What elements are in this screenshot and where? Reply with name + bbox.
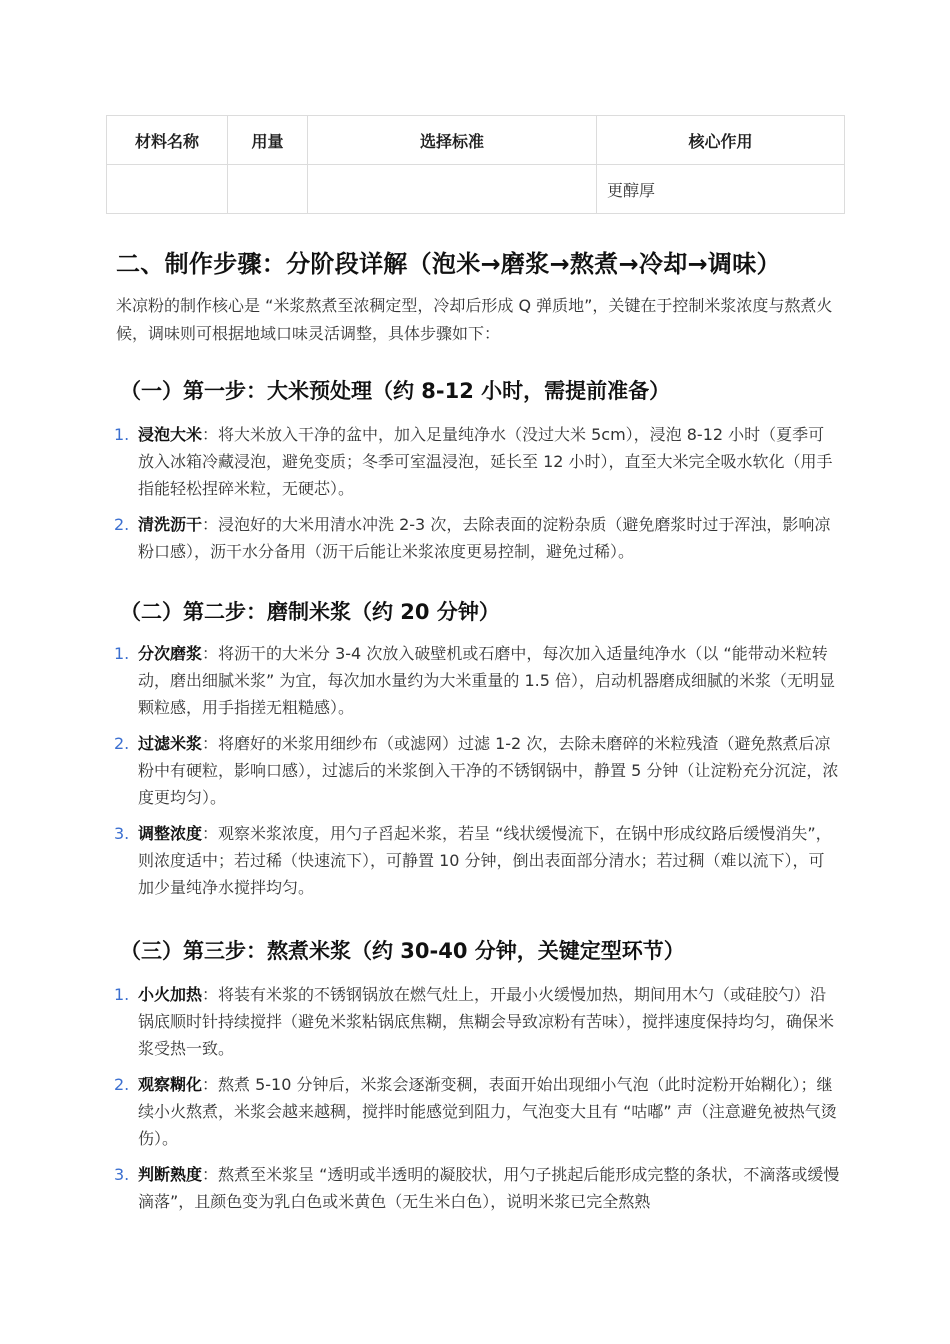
list-number: 1.: [114, 644, 130, 663]
table-header-cell: 核心作用: [597, 116, 845, 165]
item-lead: 小火加热: [138, 985, 203, 1004]
step-list: [112, 981, 840, 1224]
step-heading: （三）第三步：熬煮米浆（约 30-40 分钟，关键定型环节）: [120, 939, 685, 963]
item-text: ：观察米浆浓度，用勺子舀起米浆，若呈 “线状缓慢流下，在锅中形成纹路后缓慢消失”，则浓度适中；若过稀（快速流下），可静置 10 分钟，倒出表面部分清水；若过稠（难以流下），可加少量纯净水搅拌均匀。: [138, 824, 832, 897]
table-cell: [107, 165, 228, 214]
step-list: [112, 421, 840, 574]
item-text: ：将沥干的大米分 3-4 次放入破壁机或石磨中，每次加入适量纯净水（以 “能带动米粒转动，磨出细腻米浆” 为宜，每次加水量约为大米重量的 1.5 倍），启动机器磨成细腻的米浆（无明显颗粒感，用手指搓无粗糙感）。: [138, 644, 835, 717]
list-number: 3.: [114, 1165, 130, 1184]
list-item: [112, 421, 840, 502]
item-text: ：熬煮至米浆呈 “透明或半透明的凝胶状，用勺子挑起后能形成完整的条状，不滴落或缓慢滴落”，且颜色变为乳白色或米黄色（无生米白色），说明米浆已完全熬熟: [138, 1165, 840, 1211]
item-text: ：熬煮 5-10 分钟后，米浆会逐渐变稠，表面开始出现细小气泡（此时淀粉开始糊化）；继续小火熬煮，米浆会越来越稠，搅拌时能感觉到阻力，气泡变大且有 “咕嘟” 声（注意避免被热气烫伤）。: [138, 1075, 837, 1148]
list-item: [112, 730, 840, 811]
list-number: 2.: [114, 515, 130, 534]
item-text: ：将大米放入干净的盆中，加入足量纯净水（没过大米 5cm），浸泡 8-12 小时（夏季可放入冰箱冷藏浸泡，避免变质；冬季可室温浸泡，延长至 12 小时），直至大米完全吸水软化（用手指能轻松捏碎米粒，无硬芯）。: [138, 425, 833, 498]
list-item: [112, 511, 840, 565]
section-heading: 二、制作步骤：分阶段详解（泡米→磨浆→熬煮→冷却→调味）: [116, 250, 781, 278]
list-number: 1.: [114, 425, 130, 444]
item-lead: 判断熟度: [138, 1165, 203, 1184]
step-list: [112, 640, 840, 910]
list-number: 3.: [114, 824, 130, 843]
list-number: 2.: [114, 734, 130, 753]
list-item: [112, 1071, 840, 1152]
item-lead: 过滤米浆: [138, 734, 203, 753]
list-item: [112, 640, 840, 721]
list-item: [112, 820, 840, 901]
step-heading: （二）第二步：磨制米浆（约 20 分钟）: [120, 600, 500, 624]
item-lead: 调整浓度: [138, 824, 203, 843]
item-text: ：将磨好的米浆用细纱布（或滤网）过滤 1-2 次，去除未磨碎的米粒残渣（避免熬煮后凉粉中有硬粒，影响口感），过滤后的米浆倒入干净的不锈钢锅中，静置 5 分钟（让淀粉充分沉淀，浓度更均匀）。: [138, 734, 839, 807]
item-lead: 观察糊化: [138, 1075, 203, 1094]
table-row: [107, 165, 845, 214]
list-item: [112, 981, 840, 1062]
list-item: [112, 1161, 840, 1215]
table-header-cell: 材料名称: [107, 116, 228, 165]
item-text: ：将装有米浆的不锈钢锅放在燃气灶上，开最小火缓慢加热，期间用木勺（或硅胶勺）沿锅底顺时针持续搅拌（避免米浆粘锅底焦糊，焦糊会导致凉粉有苦味），搅拌速度保持均匀，确保米浆受热一致。: [138, 985, 835, 1058]
item-lead: 清洗沥干: [138, 515, 203, 534]
table-cell: [228, 165, 308, 214]
list-number: 2.: [114, 1075, 130, 1094]
section-intro: 米凉粉的制作核心是 “米浆熬煮至浓稠定型，冷却后形成 Q 弹质地”，关键在于控制米浆浓度与熬煮火候，调味则可根据地域口味灵活调整，具体步骤如下：: [116, 296, 833, 343]
materials-table: [106, 115, 845, 214]
table-header-cell: 用量: [228, 116, 308, 165]
table-header-cell: 选择标准: [308, 116, 597, 165]
list-number: 1.: [114, 985, 130, 1004]
item-text: ：浸泡好的大米用清水冲洗 2-3 次，去除表面的淀粉杂质（避免磨浆时过于浑浊，影响凉粉口感），沥干水分备用（沥干后能让米浆浓度更易控制，避免过稀）。: [138, 515, 831, 561]
item-lead: 浸泡大米: [138, 425, 203, 444]
item-lead: 分次磨浆: [138, 644, 203, 663]
table-cell: [308, 165, 597, 214]
table-cell: 更醇厚: [597, 165, 845, 214]
step-heading: （一）第一步：大米预处理（约 8-12 小时，需提前准备）: [120, 379, 671, 403]
table-header-row: [107, 116, 845, 165]
